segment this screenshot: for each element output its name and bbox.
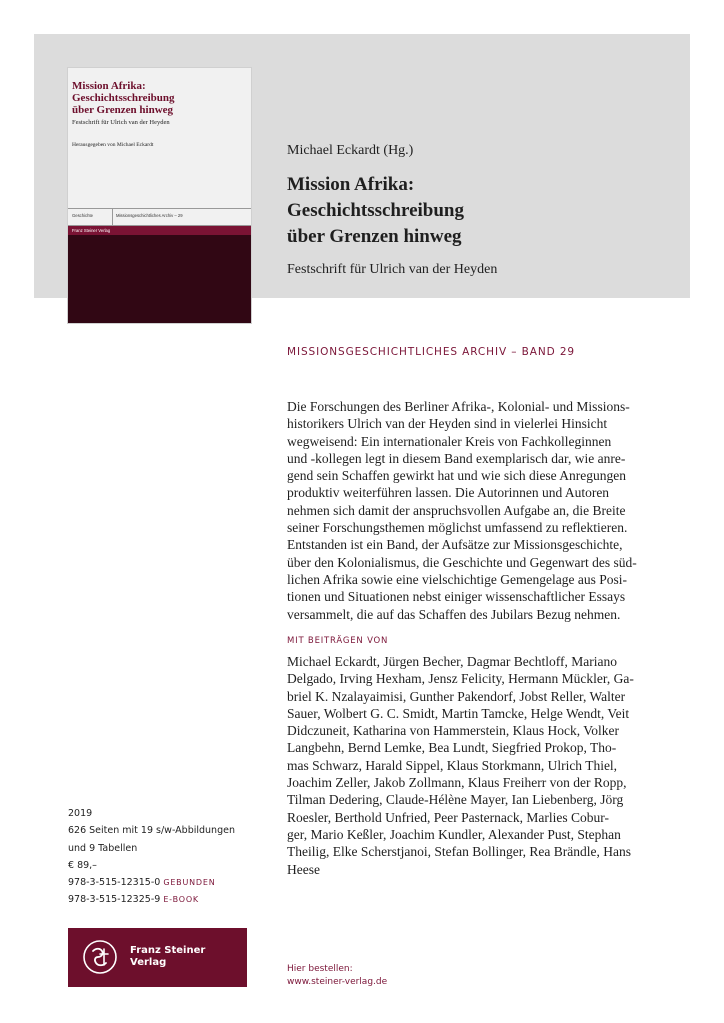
book-subtitle: Festschrift für Ulrich van der Heyden [287,262,498,277]
contributors-list: Michael Eckardt, Jürgen Becher, Dagmar Bechtloff, Mariano Delgado, Irving Hexham, Jensz Felicity, Hermann Mückler, Ga- briel K. Nzalayaimisi, Gunther Pakendorf, Jobst Reller, Walter Sauer, Wolbert G. C. Smidt, Martin Tamcke, Helge Wendt, Veit Didczuneit, Katharina von Hammerstein, Klaus Hock, Volker Langbehn, Bernd Lemke, Bea Lundt, Siegfried Prokop, Tho- mas Schwarz, Harald Sippel, Klaus Storkmann, Ulrich Thiel, Joachim Zeller, Jakob Zollmann, Klaus Freiherr von der Ropp, Tilman Dedering, Claude-Hélène Mayer, Ian Liebenberg, Jörg Roesler, Berthold Unfried, Peer Pasternack, Marlies Cobur- ger, Mario Keßler, Joachim Kundler, Alexander Pust, Stephan Theilig, Elke Scherstjanoi, Stefan Bollinger, Rea Brändle, Hans Heese [287,654,634,877]
isbn-ebook: 978-3-515-12325-9 E-BOOK [68,894,199,906]
publisher-name: Franz Steiner Verlag [130,945,206,968]
isbn-print: 978-3-515-12315-0 GEBUNDEN [68,877,216,889]
cover-editor: Herausgegeben von Michael Eckardt [72,142,154,148]
cover-infobar [68,208,251,226]
cover-subject: Geschichte [72,213,93,218]
publisher-logo [68,928,247,987]
order-info [287,963,387,989]
publisher-emblem-icon [82,939,118,975]
page-count-cont: und 9 Tabellen [68,842,138,854]
cover-title: Mission Afrika: Geschichtsschreibung über Grenzen hinweg [72,80,175,116]
contributors-label: MIT BEITRÄGEN VON [287,636,389,646]
series-label: MISSIONSGESCHICHTLICHES ARCHIV – BAND 29 [287,346,575,358]
publication-year: 2019 [68,808,93,819]
book-description: Die Forschungen des Berliner Afrika-, Kolonial- und Missions- historikers Ulrich van der Heyden sind in vielerlei Hinsicht wegweisend: Ein internationaler Kreis von Fachkolleginnen und -kollegen legt in diesem Band exemplarisch dar, wie anre- gend sein Schaffen gewirkt hat und wie sich diese Anregungen produktiv weiterführen lassen. Die Autorinnen und Autoren nehmen sich damit der anspruchsvollen Aufgabe an, die Breite seiner Forschungsthemen möglichst umfassend zu reflektieren. Entstanden ist ein Band, der Aufsätze zur Missionsgeschichte, über den Kolonialismus, die Geschichte und Gegenwart des süd- lichen Afrika sowie eine vielschichtige Gemengelage aus Posi- tionen und Situationen nebst einiger wissenschaftlicher Essays versammelt, die auf das Schaffen des Jubilars Bezug nehmen. [287,399,637,622]
cover-publisher: Franz Steiner Verlag [68,226,251,235]
book-details [68,805,278,909]
book-cover [68,68,251,323]
cover-subtitle: Festschrift für Ulrich van der Heyden [72,119,170,126]
editor-name: Michael Eckardt (Hg.) [287,143,414,158]
cover-dark-panel [68,226,251,323]
cover-series: Missionsgeschichtliches Archiv – 29 [116,213,183,218]
page-count: 626 Seiten mit 19 s/w-Abbildungen [68,825,235,837]
book-title: Mission Afrika: Geschichtsschreibung über Grenzen hinweg [287,174,465,247]
order-label: Hier bestellen: [287,964,353,974]
cover-infobar-divider [112,209,113,225]
order-link[interactable]: www.steiner-verlag.de [287,977,388,987]
price: € 89,– [68,859,97,871]
